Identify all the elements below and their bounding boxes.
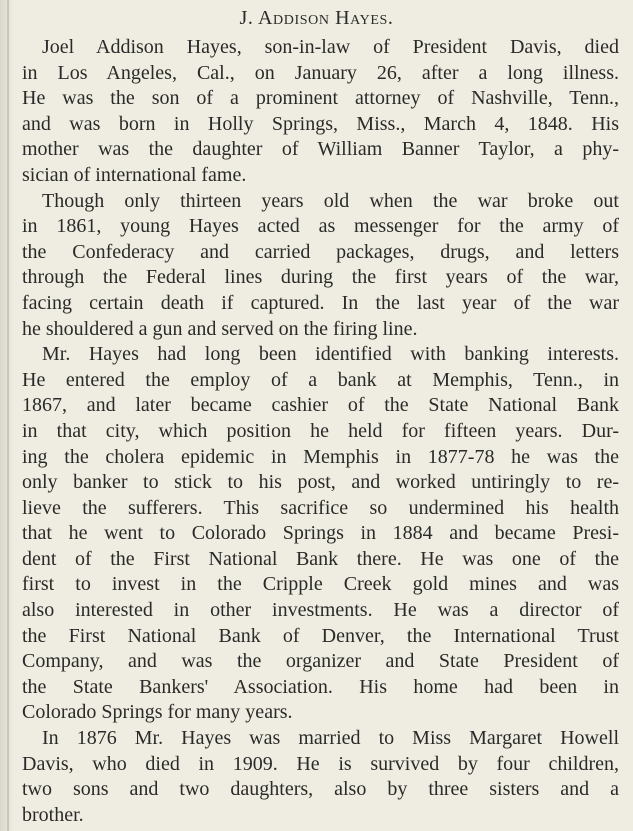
text-line: ing the cholera epidemic in Memphis in 1877-78 he was the [22, 445, 619, 468]
text-line: in Los Angeles, Cal., on January 26, after a long illness. [22, 61, 619, 84]
text-line: the State Bankers' Association. His home had been in [22, 675, 619, 698]
text-line: only banker to stick to his post, and worked untiringly to re- [22, 471, 619, 494]
text-line: Davis, who died in 1909. He is survived by four children, [22, 752, 619, 775]
text-line: two sons and two daughters, also by three sisters and a [22, 778, 619, 801]
text-line: he shouldered a gun and served on the firing line. [22, 317, 418, 340]
text-line: Joel Addison Hayes, son-in-law of President Davis, died [42, 36, 619, 58]
text-line: Mr. Hayes had long been identified with banking interests. [42, 343, 619, 366]
text-line: the First National Bank of Denver, the International Trust [22, 624, 619, 647]
text-line: in 1861, young Hayes acted as messenger for the army of [22, 215, 619, 238]
text-line: Company, and was the organizer and State President of [22, 650, 619, 673]
text-line: lieve the sufferers. This sacrifice so undermined his health [22, 496, 619, 519]
text-line: the Confederacy and carried packages, drugs, and letters [22, 240, 619, 263]
text-line: mother was the daughter of William Banner Taylor, a phy- [22, 138, 619, 161]
article-title: J. Addison Hayes. [239, 7, 394, 29]
text-line: that he went to Colorado Springs in 1884 and became Presi- [22, 522, 619, 545]
article-body [22, 35, 619, 828]
text-line: in that city, which position he held for fifteen years. Dur- [22, 419, 619, 442]
text-line: facing certain death if captured. In the last year of the war [22, 291, 619, 314]
text-line: also interested in other investments. He was a director of [22, 599, 619, 622]
text-line: He entered the employ of a bank at Memphis, Tenn., in [22, 368, 619, 391]
text-line: In 1876 Mr. Hayes was married to Miss Margaret Howell [42, 727, 619, 750]
text-line: Colorado Springs for many years. [22, 701, 293, 724]
text-line: 1867, and later became cashier of the State National Bank [22, 394, 619, 417]
text-line: and was born in Holly Springs, Miss., March 4, 1848. His [22, 112, 619, 135]
text-line: He was the son of a prominent attorney of Nashville, Tenn., [22, 87, 619, 110]
text-line: sician of international fame. [22, 163, 247, 186]
text-line: brother. [22, 803, 84, 826]
text-line: first to invest in the Cripple Creek gold mines and was [22, 573, 619, 596]
text-line: Though only thirteen years old when the war broke out [42, 189, 619, 212]
text-line: through the Federal lines during the first years of the war, [22, 266, 619, 289]
text-line: dent of the First National Bank there. He was one of the [22, 547, 619, 570]
gutter-rule [7, 0, 9, 831]
